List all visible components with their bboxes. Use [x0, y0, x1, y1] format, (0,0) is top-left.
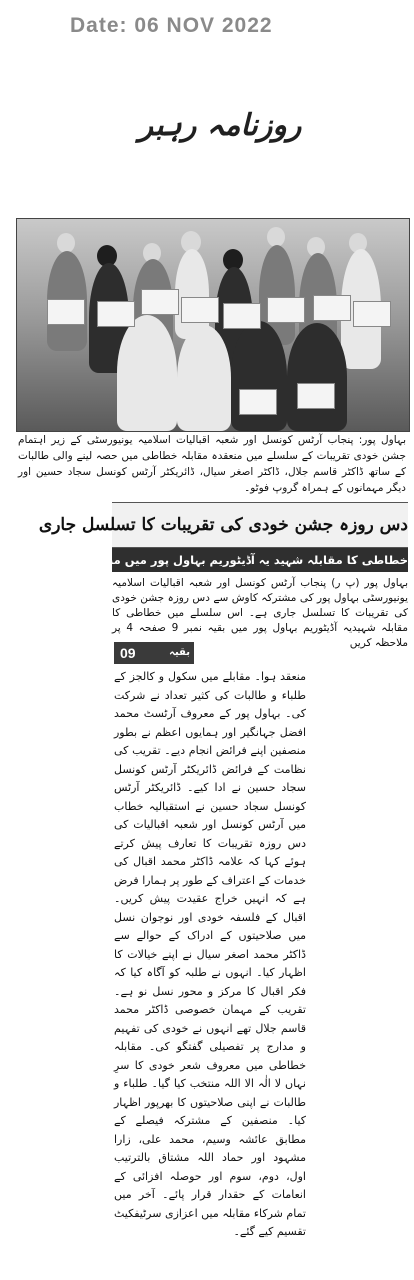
article-subheadline: خطاطی کا مقابلہ شہید یہ آڈیٹوریم بہاول پور میں منعقد ہوا — [112, 548, 408, 572]
article-body: منعقد ہوا۔ مقابلے میں سکول و کالجز کے طلباء و طالبات کی کثیر تعداد نے شرکت کی۔ بہاول پور کے معروف آرٹسٹ محمد افضل جہانگیر اور ہمایوں اعظم نے بطور منصفین اپنے فرائض انجام دیے۔ تقریب کی نظامت کے فرائض ڈائریکٹر آرٹس کونسل سجاد حسین نے ادا کیے۔ ڈائریکٹر آرٹس کونسل سجاد حسین نے استقبالیہ خطاب میں آرٹس کونسل اور شعبہ اقبالیات کی دس روزہ تقریبات کا تعارف پیش کرتے ہوئے کہا کہ علامہ ڈاکٹر محمد اقبال کی خدمات کے اعتراف کے طور پر ہمارا فرض ہے کہ انہیں خراج عقیدت پیش کریں۔ اقبال کے فلسفہ خودی اور نوجوان نسل میں صلاحیتوں کے ادراک کے حوالے سے ڈاکٹر محمد اصغر سیال نے اپنے خیالات کا اظہار کیا۔ انہوں نے طلبہ کو آگاہ کیا کہ فکر اقبال کا مرکز و محور نسل نو ہے۔ تقریب کے مہمان خصوصی ڈاکٹر محمد قاسم جلال تھے انہوں نے خودی کی تفہیم و مدارج پر تفصیلی گفتگو کی۔ مقابلہ خطاطی میں معروف شعر خودی کا سرِ نہاں لا الٰہ الا اللہ منتخب کیا گیا۔ طلباء و طالبات نے اپنی صلاحیتوں کا بھرپور اظہار کیا۔ منصفین کے مشترکہ فیصلے کے مطابق عائشہ وسیم، محمد علی، زارا مشہود اور حماد اللہ مشتاق بالترتیب اول، دوم، سوم اور حوصلہ افزائی کے انعامات کے حقدار قرار پائے۔ آخر میں تمام شرکاء مقابلہ میں اعزازی سرٹیفکیٹ تقسیم کیے گئے۔ — [114, 670, 306, 1238]
person-figure — [177, 325, 231, 431]
person-head — [267, 227, 285, 247]
continuation-page-number: 09 — [120, 645, 136, 661]
certificate — [223, 303, 261, 329]
article-intro: بہاول پور (پ ر) پنجاب آرٹس کونسل اور شعبہ اقبالیات اسلامیہ یونیورسٹی بہاول پور کی مشترکہ کاوش سے دس روزہ جشن خودی کی تقریبات کا تسلسل جاری ہے۔ اس سلسلے میں خطاطی کا مقابلہ شہیدیہ آڈیٹوریم بہاول پور میں بقیہ نمبر 9 صفحہ 4 پر ملاحظہ کریں — [112, 577, 408, 649]
continuation-badge — [114, 642, 194, 664]
certificate — [353, 301, 391, 327]
certificate — [141, 289, 179, 315]
certificate — [97, 301, 135, 327]
article-headline: دس روزہ جشن خودی کی تقریبات کا تسلسل جاری — [112, 502, 408, 548]
certificate — [239, 389, 277, 415]
certificate — [267, 297, 305, 323]
certificate — [47, 299, 85, 325]
person-figure — [287, 323, 347, 431]
photo-caption: بہاول پور: پنجاب آرٹس کونسل اور شعبہ اقبالیات اسلامیہ یونیورسٹی کے زیر اہتمام جشن خودی تقریبات کے سلسلے میں منعقدہ مقابلہ خطاطی میں حصہ لینے والی طالبات کے ساتھ ڈاکٹر قاسم جلال، ڈاکٹر اصغر سیال، ڈائریکٹر آرٹس کونسل سجاد حسین اور دیگر مہمانوں کے ہمراہ گروپ فوٹو۔ — [18, 434, 406, 494]
newspaper-masthead: روزنامہ رہبر — [138, 108, 302, 143]
certificate — [297, 383, 335, 409]
group-photo — [16, 218, 410, 432]
certificate — [181, 297, 219, 323]
continuation-tag: بقیہ — [169, 647, 190, 658]
certificate — [313, 295, 351, 321]
clipping-date: Date: 06 NOV 2022 — [70, 14, 273, 37]
person-figure — [117, 315, 177, 431]
person-head — [57, 233, 75, 253]
